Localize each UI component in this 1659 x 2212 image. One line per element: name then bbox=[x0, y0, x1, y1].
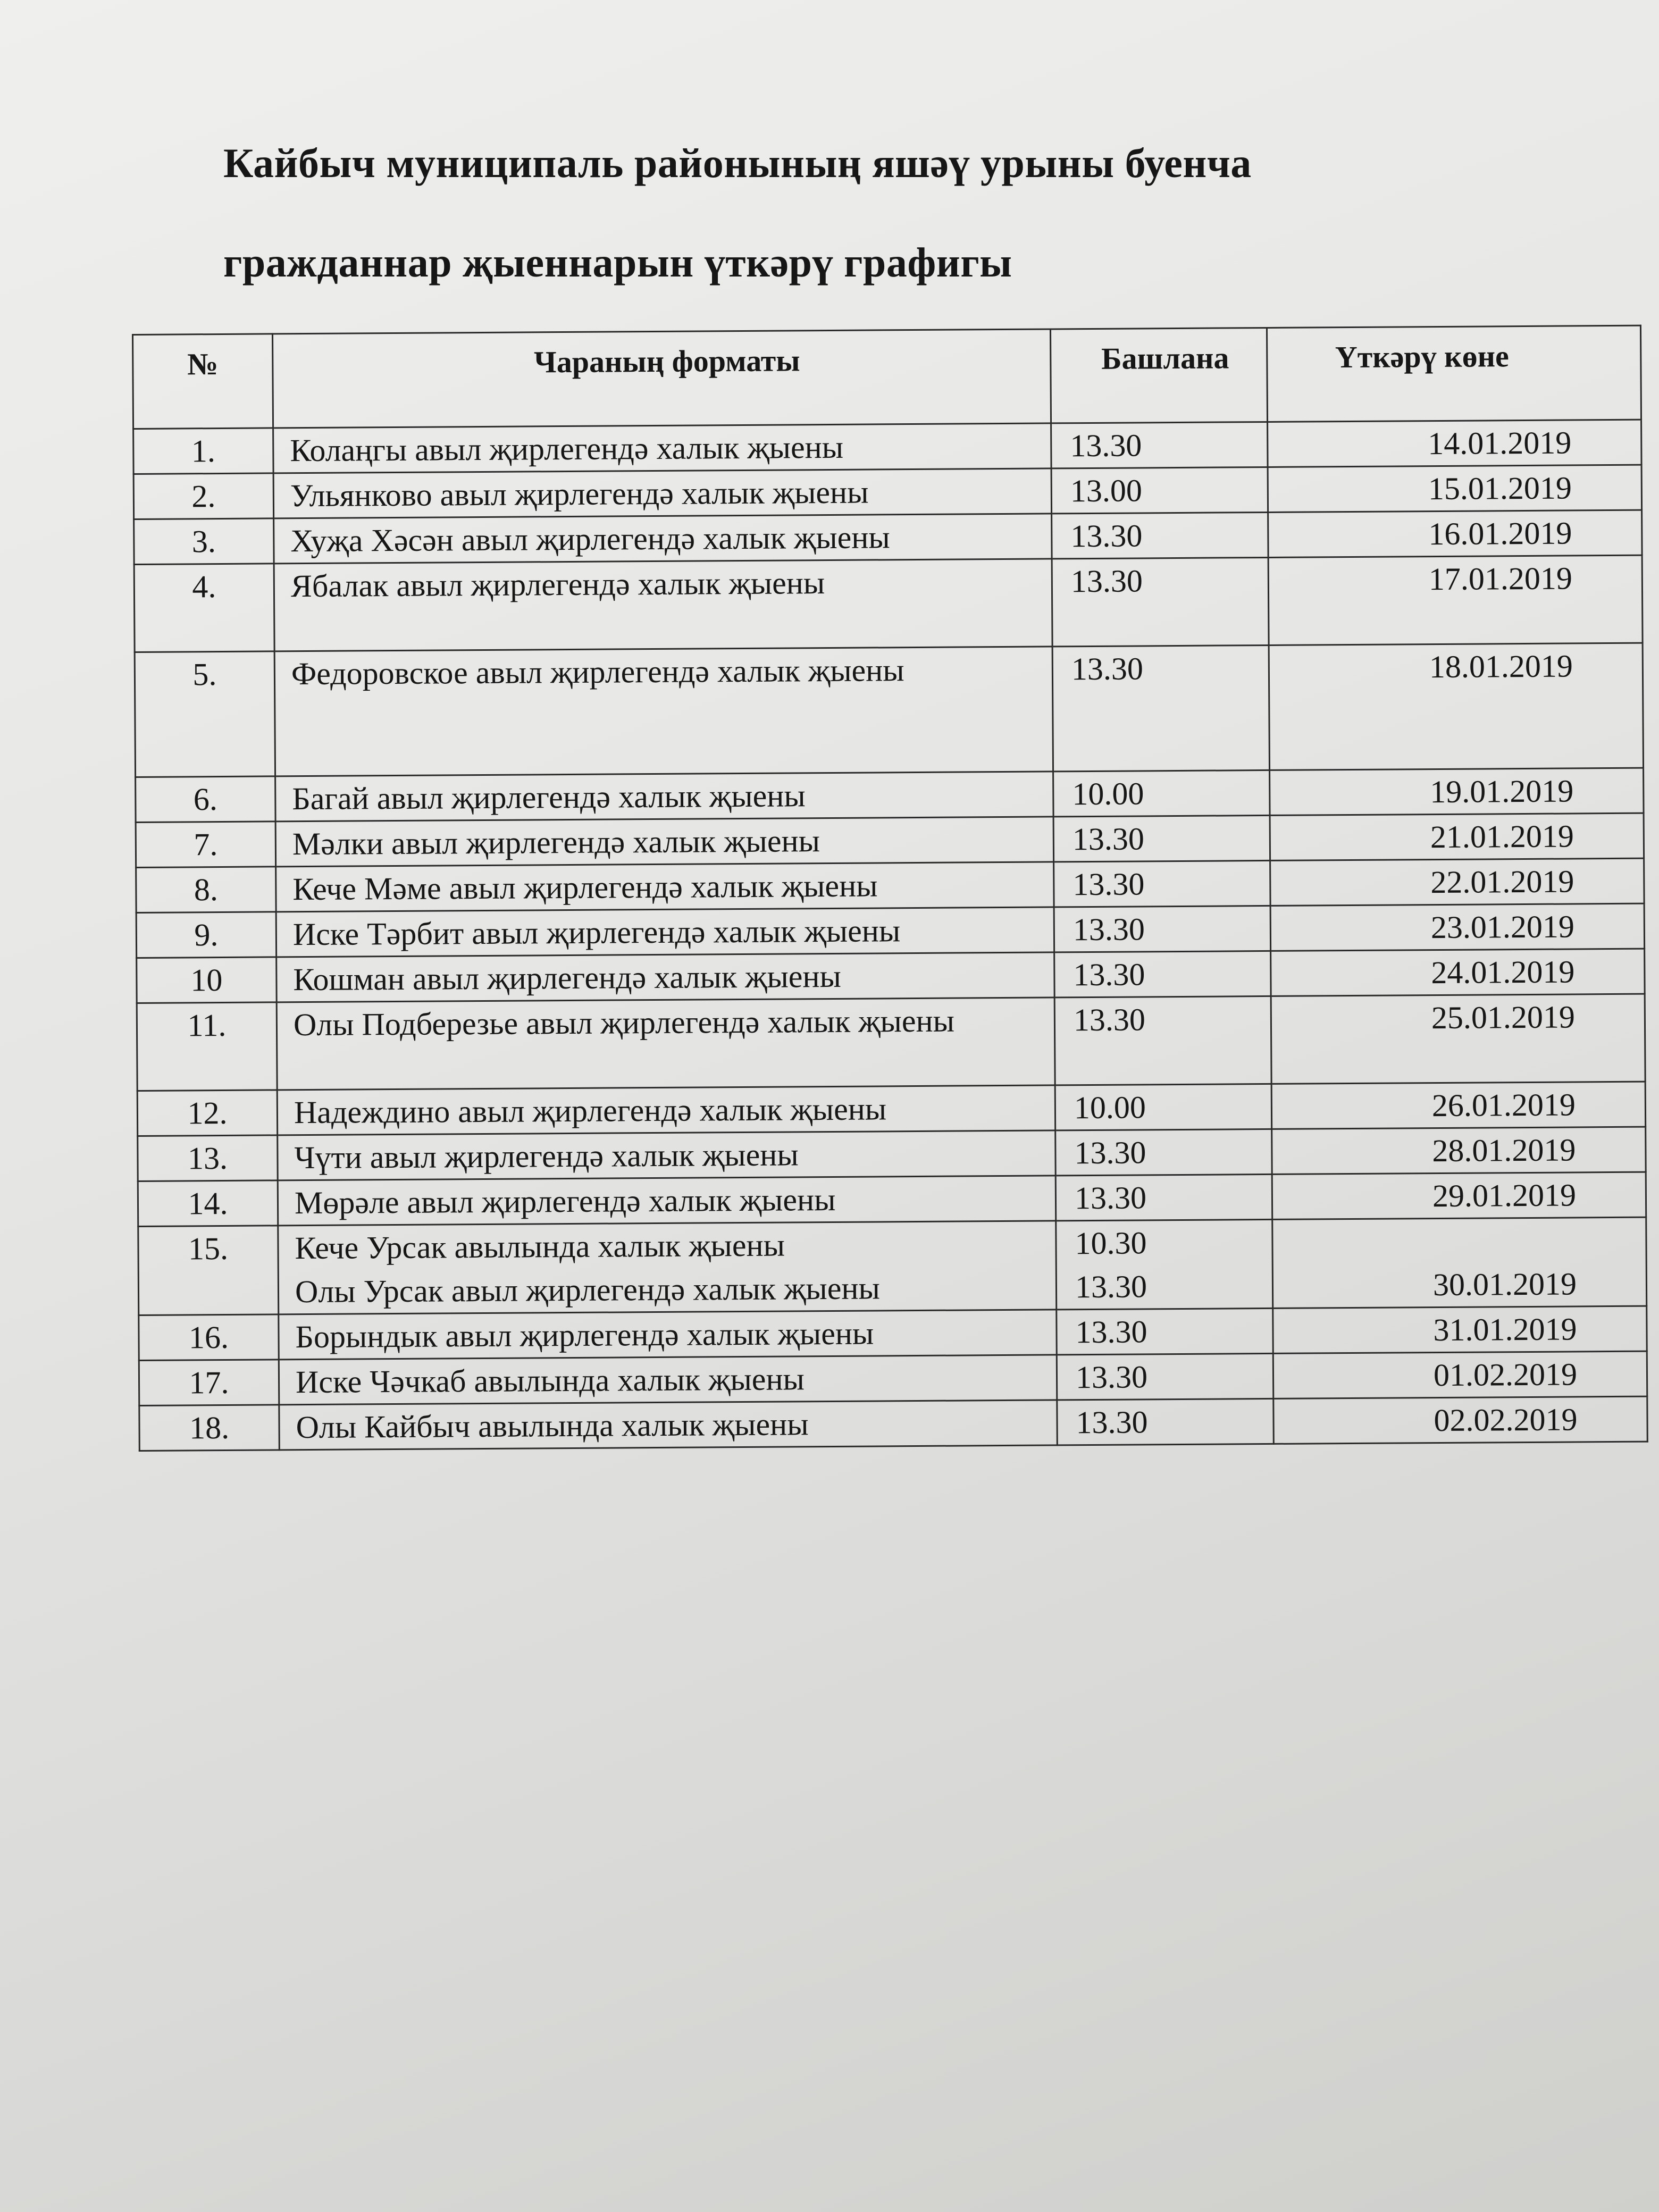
row-number bbox=[136, 822, 276, 868]
row-format bbox=[276, 952, 1054, 1002]
row-number-text: 4. bbox=[192, 569, 216, 605]
row-format-text: Мәлки авыл җирлегендә халык җыены bbox=[292, 823, 820, 862]
row-start-time bbox=[1052, 557, 1269, 646]
row-start-time-text: 13.30 bbox=[1073, 866, 1145, 902]
row-number bbox=[133, 473, 274, 520]
row-date bbox=[1271, 949, 1645, 996]
row-start-time-text: 13.30 bbox=[1075, 1359, 1148, 1395]
row-format-text: Багай авыл җирлегендә халык җыены bbox=[292, 778, 806, 817]
row-format-text-2: Олы Урсак авыл җирлегендә халык җыены bbox=[295, 1270, 881, 1310]
row-start-time-text: 13.30 bbox=[1073, 957, 1145, 993]
row-format bbox=[278, 1176, 1055, 1226]
row-start-time-text: 13.30 bbox=[1074, 1180, 1147, 1216]
row-date bbox=[1268, 555, 1643, 645]
row-date bbox=[1273, 1351, 1647, 1398]
row-date bbox=[1270, 903, 1645, 951]
row-number-text: 9. bbox=[194, 917, 219, 953]
row-format bbox=[273, 423, 1051, 473]
row-start-time bbox=[1055, 1174, 1272, 1220]
row-number bbox=[138, 1135, 278, 1182]
row-start-time bbox=[1053, 815, 1270, 861]
row-date bbox=[1268, 510, 1643, 557]
row-format bbox=[277, 1085, 1055, 1135]
row-format-text: Олы Кайбыч авылында халык җыены bbox=[296, 1406, 809, 1445]
row-number bbox=[136, 912, 276, 958]
row-start-time bbox=[1053, 770, 1270, 816]
row-number-text: 6. bbox=[193, 782, 218, 817]
row-format bbox=[275, 817, 1053, 867]
row-format bbox=[276, 862, 1054, 912]
row-number bbox=[139, 1360, 279, 1406]
row-start-time bbox=[1052, 645, 1269, 771]
row-format bbox=[276, 907, 1054, 957]
row-format-text: Колаңгы авыл җирлегендә халык җыены bbox=[290, 429, 844, 468]
row-format bbox=[279, 1355, 1057, 1405]
row-number-text: 16. bbox=[188, 1319, 229, 1355]
row-start-time bbox=[1057, 1308, 1273, 1354]
row-number bbox=[135, 651, 275, 777]
row-start-time bbox=[1054, 951, 1271, 997]
table-row bbox=[134, 555, 1643, 652]
row-number bbox=[138, 1226, 279, 1316]
table-row bbox=[137, 994, 1645, 1091]
row-format-text: Чүти авыл җирлегендә халык җыены bbox=[294, 1137, 799, 1176]
table-row bbox=[138, 1217, 1647, 1315]
row-start-time-text: 10.30 bbox=[1075, 1225, 1147, 1261]
row-number-text: 3. bbox=[191, 524, 216, 559]
row-date-text: 31.01.2019 bbox=[1433, 1311, 1577, 1348]
row-format bbox=[274, 514, 1052, 564]
row-date bbox=[1271, 994, 1645, 1084]
row-start-time-text: 13.30 bbox=[1071, 651, 1144, 687]
row-number bbox=[137, 1002, 277, 1091]
row-date-text: 29.01.2019 bbox=[1432, 1177, 1577, 1214]
row-date-text: 16.01.2019 bbox=[1428, 515, 1572, 552]
row-number-text: 14. bbox=[188, 1185, 228, 1221]
row-number bbox=[134, 518, 274, 565]
row-format bbox=[276, 998, 1055, 1090]
row-format-text: Ябалак авыл җирлегендә халык җыены bbox=[290, 565, 825, 604]
row-number-text: 17. bbox=[189, 1364, 229, 1401]
row-start-time bbox=[1054, 906, 1271, 952]
row-start-time-text-2: 13.30 bbox=[1075, 1269, 1147, 1305]
row-number bbox=[138, 1180, 278, 1227]
row-start-time bbox=[1057, 1398, 1274, 1445]
table-header-row bbox=[133, 325, 1641, 429]
row-date-text: 23.01.2019 bbox=[1430, 909, 1575, 945]
row-date-text: 17.01.2019 bbox=[1428, 560, 1573, 597]
row-start-time bbox=[1055, 1084, 1272, 1130]
row-number bbox=[134, 564, 274, 652]
row-date-text: 30.01.2019 bbox=[1432, 1266, 1577, 1303]
row-date-text: 28.01.2019 bbox=[1432, 1132, 1576, 1169]
row-format-text: Иске Тәрбит авыл җирлегендә халык җыены bbox=[292, 913, 901, 952]
row-start-time-text: 13.00 bbox=[1070, 473, 1143, 509]
document-title-line-2: гражданнар җыеннарын үткәрү графигы bbox=[223, 239, 1012, 286]
row-start-time bbox=[1055, 1129, 1272, 1175]
row-number bbox=[136, 776, 276, 823]
row-number-text: 7. bbox=[194, 827, 218, 862]
row-format-text: Хуҗа Хәсән авыл җирлегендә халык җыены bbox=[290, 520, 890, 559]
row-start-time-text: 10.00 bbox=[1074, 1090, 1146, 1126]
header-format: Чараның форматы bbox=[273, 329, 1051, 428]
table-body bbox=[133, 420, 1648, 1451]
row-number-text: 5. bbox=[192, 657, 217, 692]
row-start-time bbox=[1052, 512, 1269, 558]
row-start-time-text: 13.30 bbox=[1075, 1314, 1147, 1350]
row-number-text: 10 bbox=[190, 962, 223, 998]
row-date bbox=[1273, 1306, 1647, 1353]
row-format-text: Олы Подберезье авыл җирлегендә халык җыены bbox=[293, 1003, 955, 1043]
row-format-text: Мөрәле авыл җирлегендә халык җыены bbox=[294, 1182, 836, 1221]
row-start-time bbox=[1054, 860, 1271, 907]
row-date bbox=[1268, 420, 1642, 467]
row-format bbox=[278, 1221, 1057, 1314]
row-start-time-text: 13.30 bbox=[1076, 1404, 1148, 1440]
row-format bbox=[278, 1130, 1055, 1180]
row-format bbox=[273, 468, 1051, 518]
row-number-text: 8. bbox=[194, 872, 219, 908]
row-format bbox=[274, 647, 1053, 776]
row-date bbox=[1272, 1217, 1647, 1308]
row-date bbox=[1270, 858, 1645, 906]
row-number-text: 18. bbox=[189, 1410, 230, 1446]
row-start-time bbox=[1051, 422, 1268, 468]
row-start-time-text: 13.30 bbox=[1073, 911, 1145, 948]
document-title-line-1: Кайбыч муниципаль районының яшәү урыны буенча bbox=[223, 140, 1252, 186]
row-number bbox=[139, 1314, 279, 1361]
row-number-text: 15. bbox=[188, 1230, 229, 1267]
row-format-text: Кошман авыл җирлегендә халык җыены bbox=[293, 958, 842, 998]
row-format-text: Кече Урсак авылында халык җыены bbox=[295, 1227, 785, 1266]
header-date: Үткәрү көне bbox=[1267, 325, 1641, 422]
row-format-text: Кече Мәме авыл җирлегендә халык җыены bbox=[292, 868, 878, 907]
row-number bbox=[137, 957, 277, 1003]
row-date bbox=[1272, 1127, 1646, 1174]
row-number-text: 12. bbox=[187, 1095, 228, 1131]
header-number: № bbox=[133, 334, 273, 429]
row-number-text: 11. bbox=[187, 1007, 227, 1043]
row-date-text: 25.01.2019 bbox=[1431, 999, 1576, 1036]
row-date bbox=[1269, 643, 1643, 770]
row-date bbox=[1268, 465, 1642, 512]
row-number bbox=[137, 1090, 278, 1136]
row-date bbox=[1273, 1396, 1648, 1444]
row-format-text: Ульянково авыл җирлегендә халык җыены bbox=[290, 474, 869, 514]
row-format bbox=[274, 559, 1052, 651]
row-date-text: 19.01.2019 bbox=[1430, 773, 1574, 810]
row-format bbox=[279, 1310, 1057, 1360]
row-number bbox=[136, 867, 276, 913]
row-start-time-text: 13.30 bbox=[1074, 1135, 1146, 1171]
row-number-text: 1. bbox=[191, 433, 216, 469]
row-date-text: 21.01.2019 bbox=[1430, 818, 1574, 855]
row-start-time bbox=[1054, 996, 1271, 1085]
row-number bbox=[139, 1405, 280, 1451]
schedule-table bbox=[132, 325, 1648, 1452]
row-format-text: Надеждино авыл җирлегендә халык җыены bbox=[294, 1091, 887, 1130]
header-start: Башлана bbox=[1050, 328, 1267, 423]
row-number bbox=[133, 428, 274, 474]
table-row bbox=[135, 643, 1643, 777]
row-date bbox=[1270, 813, 1644, 860]
row-start-time bbox=[1056, 1219, 1273, 1309]
row-date-text: 18.01.2019 bbox=[1429, 648, 1573, 685]
row-date-text: 14.01.2019 bbox=[1428, 425, 1572, 462]
row-number-text: 13. bbox=[187, 1140, 228, 1176]
row-date-text: 02.02.2019 bbox=[1434, 1402, 1578, 1438]
row-date bbox=[1271, 1082, 1646, 1129]
table-row bbox=[139, 1396, 1647, 1451]
row-format bbox=[275, 772, 1053, 822]
row-format bbox=[279, 1400, 1057, 1450]
row-start-time-text: 13.30 bbox=[1070, 428, 1142, 464]
row-start-time-text: 10.00 bbox=[1072, 776, 1144, 812]
row-start-time-text: 13.30 bbox=[1073, 1002, 1146, 1038]
row-start-time-text: 13.30 bbox=[1070, 563, 1143, 599]
row-date bbox=[1270, 768, 1644, 815]
row-date-text: 01.02.2019 bbox=[1433, 1356, 1578, 1393]
row-start-time bbox=[1057, 1353, 1273, 1400]
row-start-time-text: 13.30 bbox=[1072, 821, 1145, 857]
row-date-text: 26.01.2019 bbox=[1431, 1087, 1576, 1124]
row-date-text: 24.01.2019 bbox=[1431, 954, 1575, 991]
row-format-text: Федоровское авыл җирлегендә халык җыены bbox=[291, 652, 904, 692]
row-date-text: 15.01.2019 bbox=[1428, 470, 1572, 507]
row-date bbox=[1272, 1172, 1646, 1219]
row-start-time-text: 13.30 bbox=[1070, 518, 1143, 554]
row-number-text: 2. bbox=[191, 479, 216, 514]
row-format-text: Иске Чәчкаб авылында халык җыены bbox=[295, 1361, 805, 1400]
row-date-text: 22.01.2019 bbox=[1430, 864, 1574, 900]
row-start-time bbox=[1051, 467, 1268, 513]
row-format-text: Борындык авыл җирлегендә халык җыены bbox=[295, 1316, 874, 1355]
